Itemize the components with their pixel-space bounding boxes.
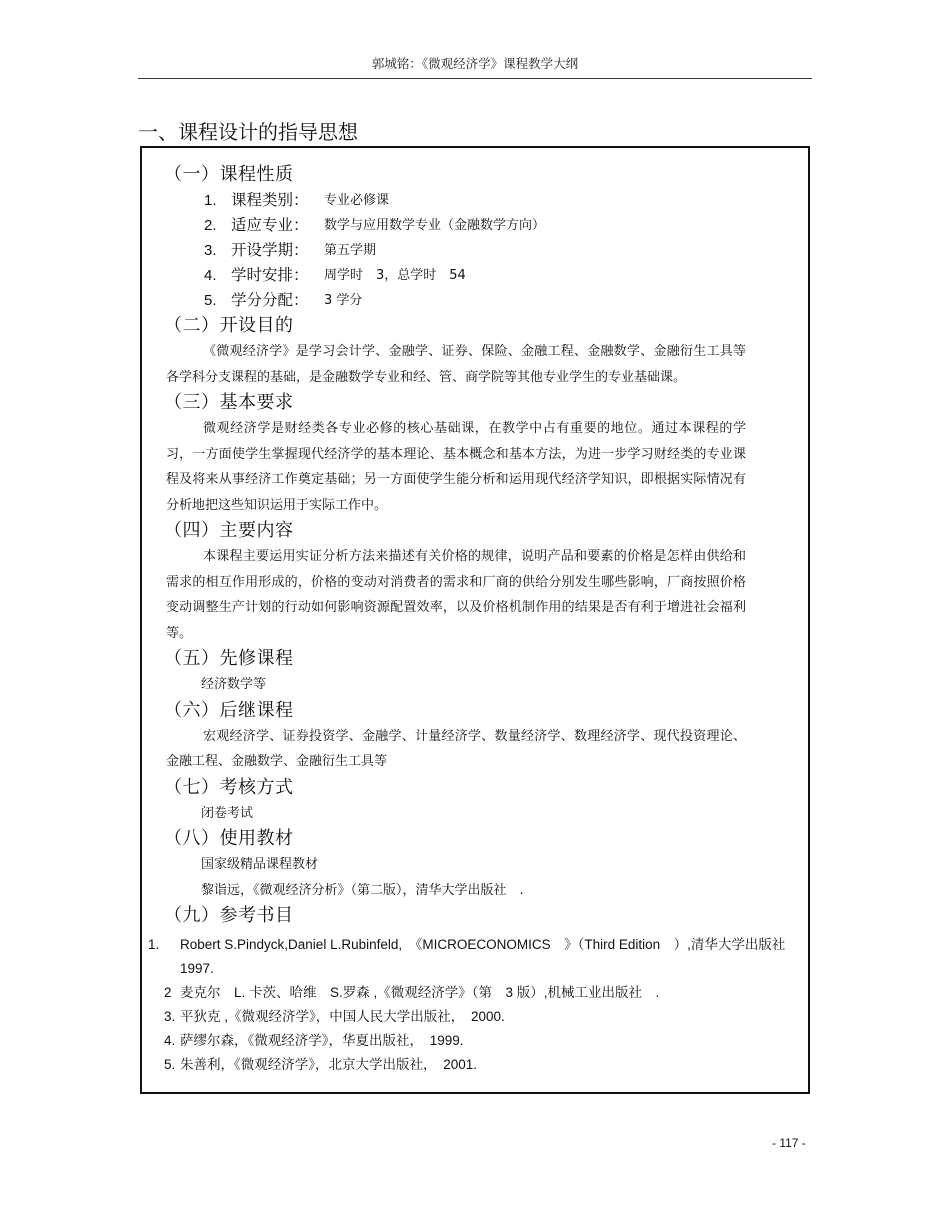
- reference-number: 5.: [164, 1057, 176, 1072]
- reference-item: [164, 1053, 794, 1077]
- item-label: 学时安排：: [231, 266, 309, 284]
- reference-number: 1.: [148, 937, 160, 952]
- purpose-paragraph: 《微观经济学》是学习会计学、金融学、证券、保险、金融工程、金融数学、金融衍生工具等各学科分支课程的基础，是金融数学专业和经、管、商学院等其他专业学生的专业基础课。: [166, 344, 746, 385]
- reference-item: [164, 1005, 794, 1029]
- reference-text: Robert S.Pindyck,Daniel L.Rubinfeld, 《MICROECONOMICS 》（Third Edition ）,清华大学出版社 1997.: [180, 937, 799, 976]
- subsection-title-followup: （六）后继课程: [164, 699, 294, 721]
- item-value: 专业必修课: [324, 193, 390, 208]
- page-header: 郭城铭：《微观经济学》课程教学大纲: [371, 56, 579, 71]
- header-divider: [138, 78, 812, 79]
- course-info-item: [164, 238, 794, 263]
- subsection-title-content: （四）主要内容: [164, 520, 294, 541]
- page-number: - 117 -: [772, 1136, 806, 1150]
- item-value: 第五学期: [324, 243, 377, 258]
- course-info-item: [164, 288, 794, 313]
- content-box: [140, 146, 810, 1094]
- course-info-item: [164, 188, 794, 213]
- item-number: 2.: [204, 217, 217, 234]
- content-inner: [148, 162, 799, 1077]
- item-label: 课程类别：: [231, 191, 309, 209]
- item-value: 周学时 3，总学时 54: [324, 268, 466, 283]
- reference-number: 2: [164, 985, 172, 1000]
- reference-item: [148, 933, 799, 981]
- item-label: 开设学期：: [231, 241, 309, 259]
- followup-paragraph: 宏观经济学、证券投资学、金融学、计量经济学、数量经济学、数理经济学、现代投资理论、金融工程、金融数学、金融衍生工具等: [166, 728, 746, 769]
- subsection-title-requirements: （三）基本要求: [164, 392, 294, 413]
- subsection-title-assessment: （七）考核方式: [164, 776, 294, 798]
- course-info-item: [164, 263, 794, 288]
- subsection-title-purpose: （二）开设目的: [164, 315, 294, 336]
- item-number: 5.: [204, 292, 217, 309]
- item-label: 适应专业：: [231, 216, 309, 234]
- subsection-title-prerequisites: （五）先修课程: [164, 648, 294, 669]
- item-number: 1.: [204, 192, 217, 209]
- prerequisites-text: 经济数学等: [201, 677, 267, 692]
- item-number: 3.: [204, 242, 217, 259]
- content-paragraph: 本课程主要运用实证分析方法来描述有关价格的规律，说明产品和要素的价格是怎样由供给和需求的相互作用形成的，价格的变动对消费者的需求和厂商的供给分别发生哪些影响，厂商按照价格变动调整生产计划的行动如何影响资源配置效率，以及价格机制作用的结果是否有利于增进社会福利等。: [166, 549, 746, 641]
- reference-number: 4.: [164, 1033, 176, 1048]
- assessment-text: 闭卷考试: [201, 805, 254, 821]
- reference-text: 麦克尔 L. 卡茨、哈维 S.罗森 ,《微观经济学》（第 3 版）,机械工业出版社 .: [180, 985, 660, 1000]
- reference-text: 平狄克 ,《微观经济学》，中国人民大学出版社， 2000.: [180, 1009, 505, 1024]
- item-value: 3 学分: [324, 293, 363, 308]
- item-label: 学分分配：: [231, 291, 309, 309]
- item-number: 4.: [204, 267, 217, 284]
- reference-item: [164, 1029, 794, 1053]
- reference-number: 3.: [164, 1009, 176, 1024]
- item-value: 数学与应用数学专业（金融数学方向）: [324, 218, 546, 233]
- reference-item: [164, 981, 794, 1005]
- reference-text: 萨缪尔森，《微观经济学》，华夏出版社， 1999.: [180, 1033, 464, 1048]
- textbook-line-1: 国家级精品课程教材: [201, 857, 319, 872]
- textbook-line-2: 黎诣远，《微观经济分析》（第二版），清华大学出版社 .: [201, 882, 524, 898]
- course-info-item: [164, 213, 794, 238]
- reference-text: 朱善利，《微观经济学》，北京大学出版社， 2001.: [180, 1057, 478, 1072]
- requirements-paragraph: 微观经济学是财经类各专业必修的核心基础课，在教学中占有重要的地位。通过本课程的学习，一方面使学生掌握现代经济学的基本理论、基本概念和基本方法，为进一步学习财经类的专业课程及将来从事经济工作奠定基础；另一方面使学生能分析和运用现代经济学知识，即根据实际情况有分析地把这些知识运用于实际工作中。: [166, 421, 746, 513]
- subsection-title-textbook: （八）使用教材: [164, 828, 294, 849]
- subsection-title-references: （九）参考书目: [164, 905, 294, 926]
- section-title: 一、课程设计的指导思想: [138, 120, 358, 144]
- subsection-title-nature: （一）课程性质: [164, 164, 294, 185]
